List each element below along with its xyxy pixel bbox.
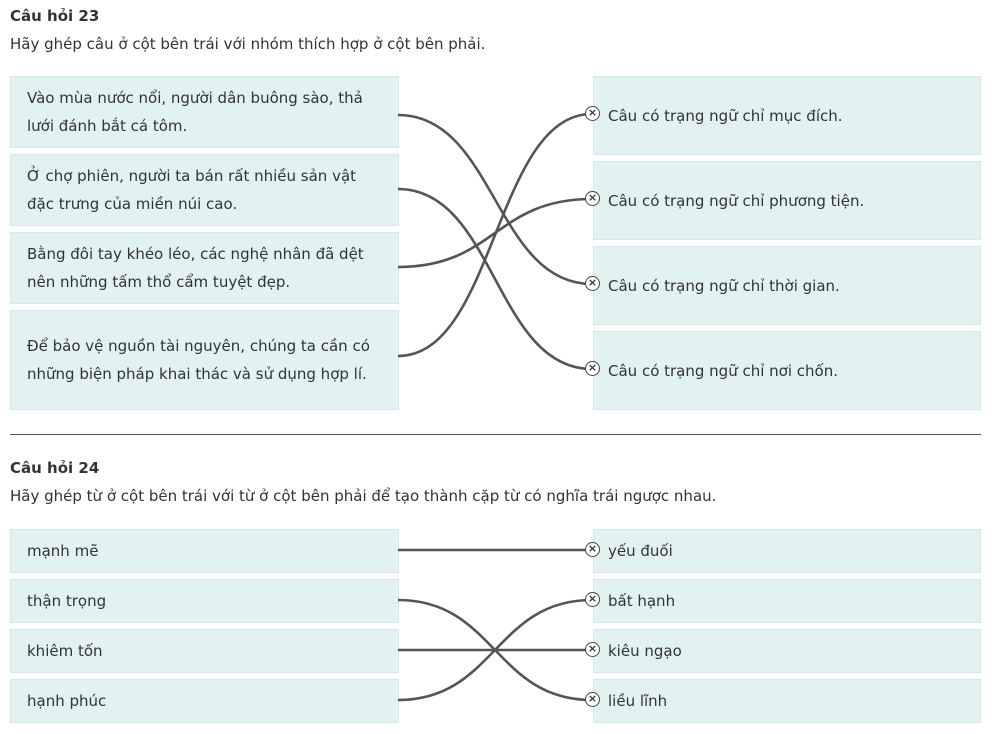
close-circle-icon[interactable]: × [585,191,600,206]
q23-right-label: Câu có trạng ngữ chỉ mục đích. [608,106,843,125]
question-23-description: Hãy ghép câu ở cột bên trái với nhóm thích hợp ở cột bên phải. [10,35,486,53]
close-circle-icon[interactable]: × [585,692,600,707]
q23-left-item[interactable]: Vào mùa nước nổi, người dân buông sào, thả lưới đánh bắt cá tôm. [10,76,399,148]
q23-right-label: Câu có trạng ngữ chỉ nơi chốn. [608,361,838,380]
q23-match-line [398,114,592,356]
q24-left-item[interactable]: thận trọng [10,579,399,623]
q24-left-item[interactable]: hạnh phúc [10,679,399,723]
q23-right-label: Câu có trạng ngữ chỉ phương tiện. [608,191,865,210]
close-circle-icon[interactable]: × [585,542,600,557]
q23-match-line [398,115,592,284]
close-circle-icon[interactable]: × [585,106,600,121]
close-circle-icon[interactable]: × [585,276,600,291]
question-24-title: Câu hỏi 24 [10,459,100,477]
q24-right-label: bất hạnh [608,592,676,610]
close-circle-icon[interactable]: × [585,642,600,657]
q24-left-item[interactable]: khiêm tốn [10,629,399,673]
question-24-description: Hãy ghép từ ở cột bên trái với từ ở cột bên phải để tạo thành cặp từ có nghĩa trái ngược nhau. [10,487,717,505]
q24-right-label: yếu đuối [608,542,673,560]
close-circle-icon[interactable]: × [585,592,600,607]
q24-left-item[interactable]: mạnh mẽ [10,529,399,573]
q23-left-item[interactable]: Bằng đôi tay khéo léo, các nghệ nhân đã dệt nên những tấm thổ cẩm tuyệt đẹp. [10,232,399,304]
q24-right-label: kiêu ngạo [608,642,682,660]
q24-right-label: liều lĩnh [608,692,668,710]
q23-right-label: Câu có trạng ngữ chỉ thời gian. [608,276,840,295]
q23-left-item[interactable]: Ở chợ phiên, người ta bán rất nhiều sản vật đặc trưng của miền núi cao. [10,154,399,226]
close-circle-icon[interactable]: × [585,361,600,376]
q23-left-item[interactable]: Để bảo vệ nguồn tài nguyên, chúng ta cần có những biện pháp khai thác và sử dụng hợp lí. [10,310,399,410]
question-23-title: Câu hỏi 23 [10,7,100,25]
